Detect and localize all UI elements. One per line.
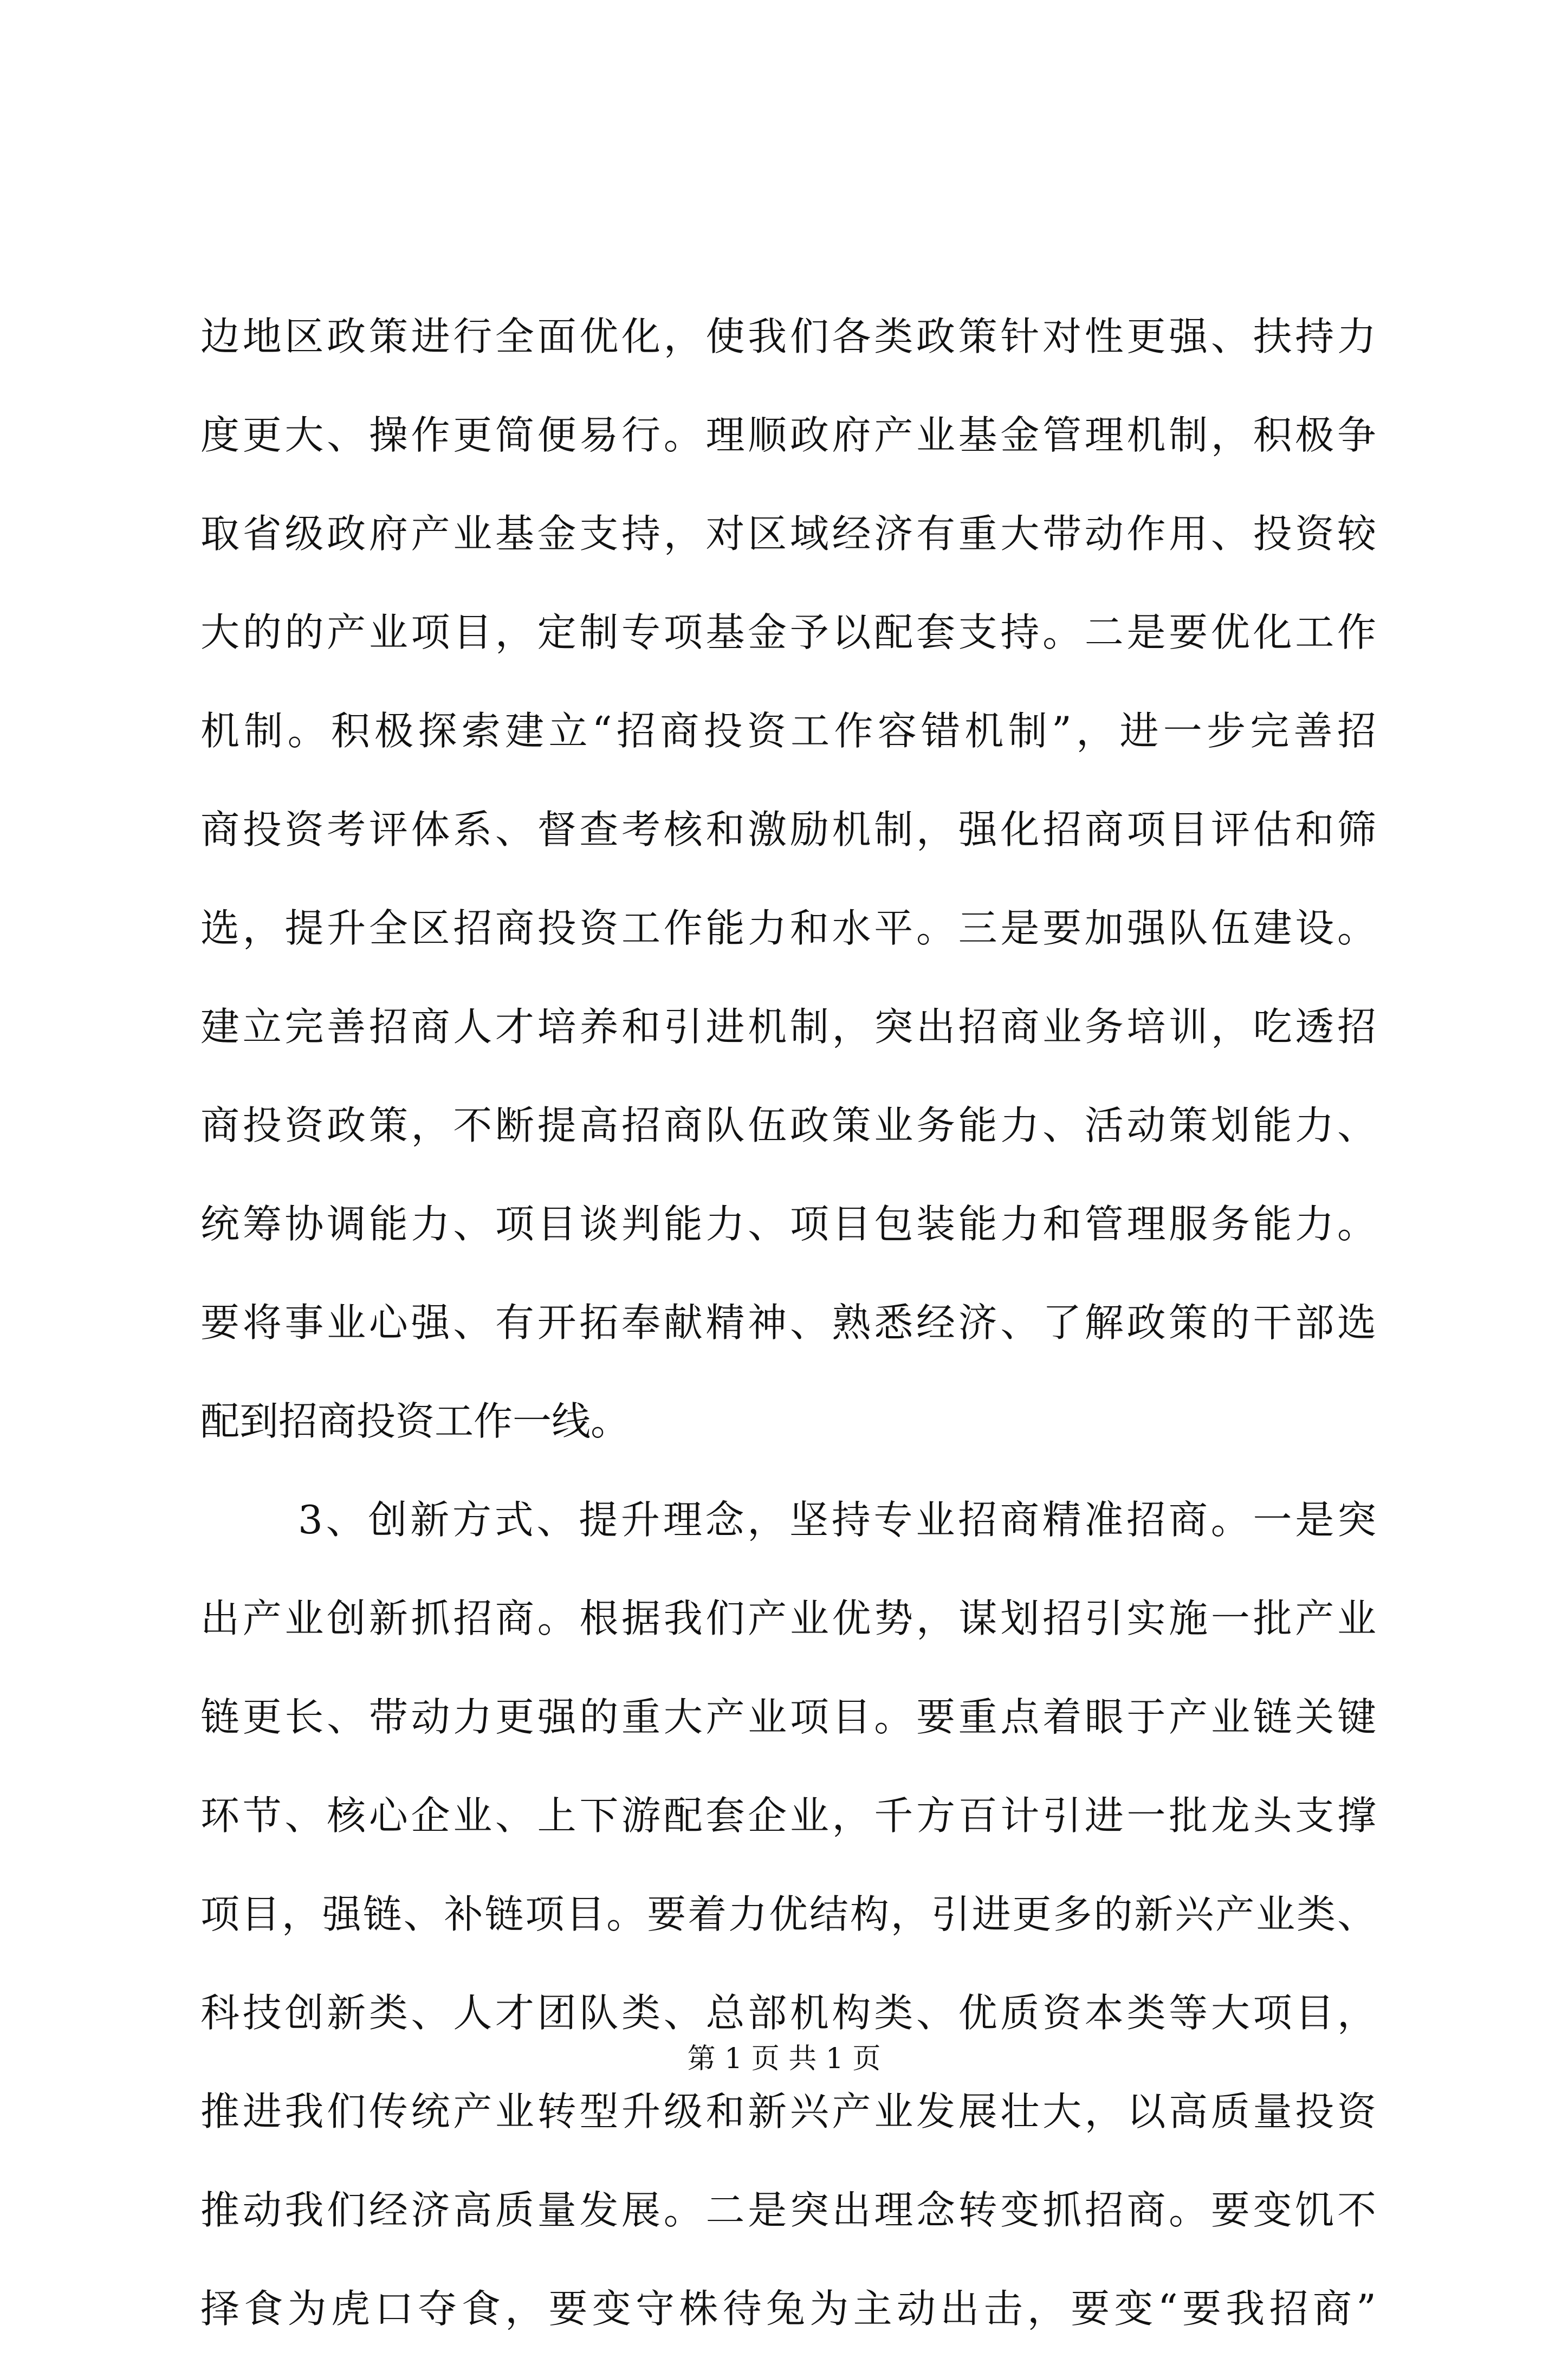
text-line: 选，提升全区招商投资工作能力和水平。三是要加强队伍建设。 (200, 905, 1376, 951)
text-line: 配到招商投资工作一线。 (200, 1398, 630, 1444)
text-line: 商投资考评体系、督查考核和激励机制，强化招商项目评估和筛 (200, 807, 1376, 852)
text-line: 度更大、操作更简便易行。理顺政府产业基金管理机制，积极争 (200, 412, 1376, 458)
page-number-label: 第 1 页 共 1 页 (687, 2043, 881, 2075)
text-line: 边地区政策进行全面优化，使我们各类政策针对性更强、扶持力 (200, 314, 1376, 359)
text-line: 商投资政策，不断提高招商队伍政策业务能力、活动策划能力、 (200, 1103, 1376, 1148)
text-line: 出产业创新抓招商。根据我们产业优势，谋划招引实施一批产业 (200, 1596, 1376, 1641)
text-line: 取省级政府产业基金支持，对区域经济有重大带动作用、投资较 (200, 511, 1376, 556)
page-footer (0, 2037, 1568, 2081)
text-line: 择食为虎口夺食，要变守株待兔为主动出击，要变“要我招商” (200, 2286, 1376, 2331)
text-line: 推进我们传统产业转型升级和新兴产业发展壮大，以高质量投资 (200, 2089, 1376, 2134)
text-line: 大的的产业项目，定制专项基金予以配套支持。二是要优化工作 (200, 610, 1376, 655)
text-line: 推动我们经济高质量发展。二是突出理念转变抓招商。要变饥不 (200, 2187, 1376, 2233)
text-line: 项目，强链、补链项目。要着力优结构，引进更多的新兴产业类、 (200, 1891, 1376, 1937)
text-line: 统筹协调能力、项目谈判能力、项目包装能力和管理服务能力。 (200, 1201, 1376, 1247)
text-line: 要将事业心强、有开拓奉献精神、熟悉经济、了解政策的干部选 (200, 1300, 1376, 1345)
text-line: 科技创新类、人才团队类、总部机构类、优质资本类等大项目， (200, 1990, 1376, 2036)
text-line: 机制。积极探索建立“招商投资工作容错机制”，进一步完善招 (200, 708, 1376, 754)
text-line: 建立完善招商人才培养和引进机制，突出招商业务培训，吃透招 (200, 1004, 1376, 1050)
text-line: 环节、核心企业、上下游配套企业，千方百计引进一批龙头支撑 (200, 1793, 1376, 1838)
paragraph-start-line: 3、创新方式、提升理念，坚持专业招商精准招商。一是突 (298, 1497, 1376, 1543)
text-line: 链更长、带动力更强的重大产业项目。要重点着眼于产业链关键 (200, 1694, 1376, 1740)
